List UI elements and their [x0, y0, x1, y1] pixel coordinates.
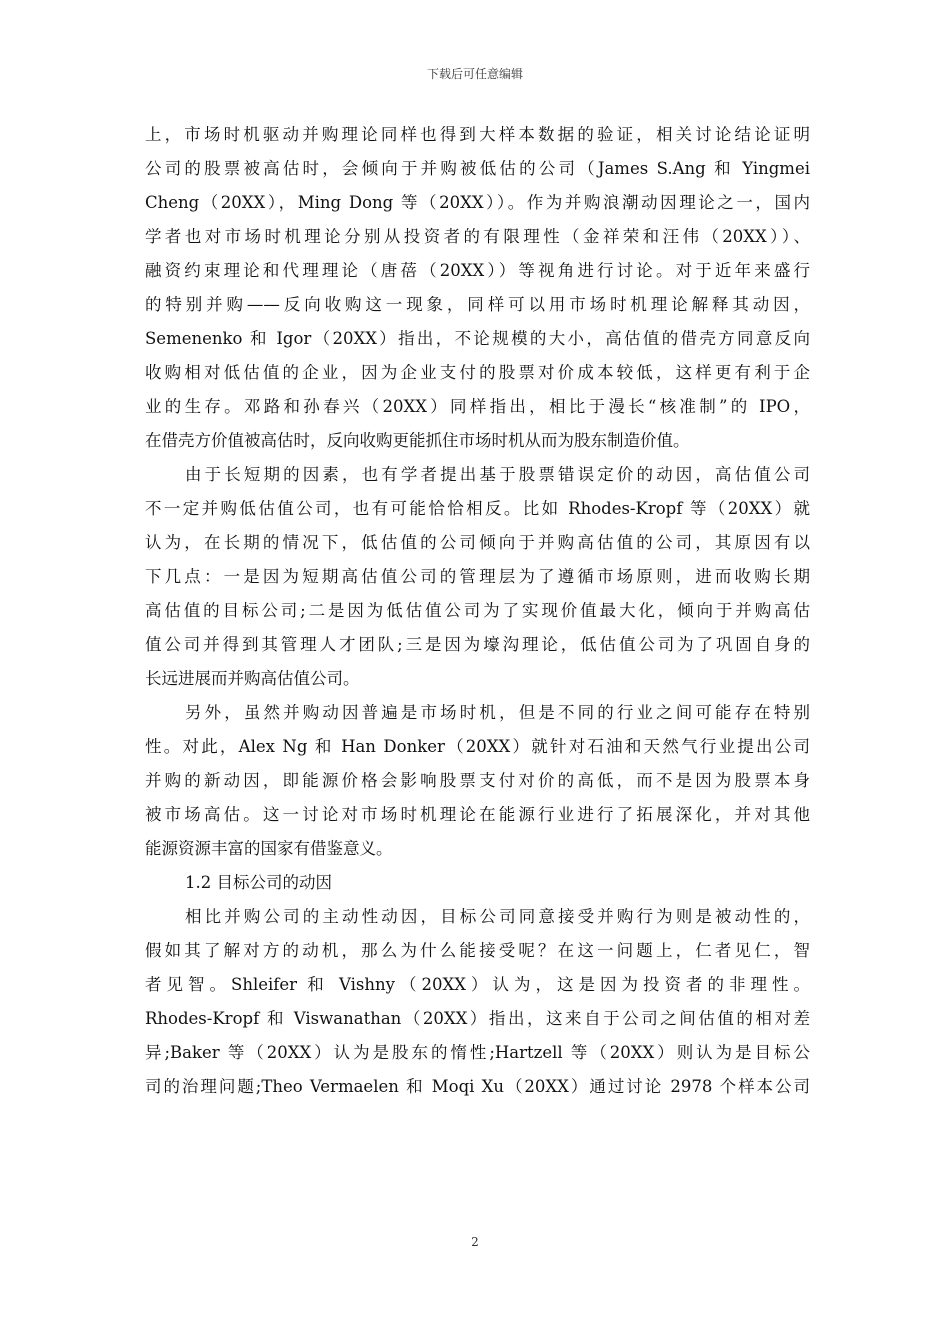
text-line: 能源资源丰富的国家有借鉴意义。: [145, 839, 393, 858]
text-line: 不一定并购低估值公司，也有可能恰恰相反。比如 Rhodes-Kropf 等（20XX）就: [145, 499, 810, 518]
text-line: 公司的股票被高估时，会倾向于并购被低估的公司（James S.Ang 和 Yingmei: [145, 159, 810, 178]
text-line: 被市场高估。这一讨论对市场时机理论在能源行业进行了拓展深化，并对其他: [145, 805, 810, 824]
text-line: 性。对此，Alex Ng 和 Han Donker（20XX）就针对石油和天然气行业提出公司: [145, 737, 810, 756]
text-line: 在借壳方价值被高估时，反向收购更能抓住市场时机从而为股东制造价值。: [145, 431, 690, 450]
text-line: 的特别并购——反向收购这一现象，同样可以用市场时机理论解释其动因，: [145, 295, 810, 314]
text-line: 业的生存。邓路和孙春兴（20XX）同样指出，相比于漫长“核准制”的 IPO，: [145, 397, 810, 416]
paragraph-start-line: 相比并购公司的主动性动因，目标公司同意接受并购行为则是被动性的，: [185, 907, 810, 926]
text-line: Rhodes-Kropf 和 Viswanathan（20XX）指出，这来自于公司之间估值的相对差: [145, 1009, 810, 1028]
text-line: 异;Baker 等（20XX）认为是股东的惰性;Hartzell 等（20XX）则认为是目标公: [145, 1043, 810, 1062]
text-line: 融资约束理论和代理理论（唐蓓（20XX））等视角进行讨论。对于近年来盛行: [145, 261, 810, 280]
text-line: 长远进展而并购高估值公司。: [145, 669, 360, 688]
body-text: [145, 118, 810, 1104]
text-line: 司的治理问题;Theo Vermaelen 和 Moqi Xu（20XX）通过讨论 2978 个样本公司: [145, 1077, 810, 1096]
text-line: 值公司并得到其管理人才团队;三是因为壕沟理论，低估值公司为了巩固自身的: [145, 635, 810, 654]
text-line: 上，市场时机驱动并购理论同样也得到大样本数据的验证，相关讨论结论证明: [145, 125, 810, 144]
page-number: 2: [471, 1235, 479, 1249]
text-line: 学者也对市场时机理论分别从投资者的有限理性（金祥荣和汪伟（20XX））、: [145, 227, 810, 246]
text-line: 者见智。Shleifer 和 Vishny（20XX）认为，这是因为投资者的非理性。: [145, 975, 810, 994]
text-line: 高估值的目标公司;二是因为低估值公司为了实现价值最大化，倾向于并购高估: [145, 601, 810, 620]
text-line: Cheng（20XX），Ming Dong 等（20XX））。作为并购浪潮动因理论之一，国内: [145, 193, 810, 212]
paragraph-start-line: 另外，虽然并购动因普遍是市场时机，但是不同的行业之间可能存在特别: [185, 703, 810, 722]
page-header: 下载后可任意编辑: [426, 67, 523, 81]
paragraph-start-line: 1.2 目标公司的动因: [185, 873, 332, 892]
text-line: 并购的新动因，即能源价格会影响股票支付对价的高低，而不是因为股票本身: [145, 771, 810, 790]
text-line: 认为，在长期的情况下，低估值的公司倾向于并购高估值的公司，其原因有以: [145, 533, 810, 552]
text-line: 下几点：一是因为短期高估值公司的管理层为了遵循市场原则，进而收购长期: [145, 567, 810, 586]
text-line: 假如其了解对方的动机，那么为什么能接受呢？在这一问题上，仁者见仁，智: [145, 941, 810, 960]
text-line: 收购相对低估值的企业，因为企业支付的股票对价成本较低，这样更有利于企: [145, 363, 810, 382]
text-line: Semenenko 和 Igor（20XX）指出，不论规模的大小，高估值的借壳方同意反向: [145, 329, 810, 348]
paragraph-start-line: 由于长短期的因素，也有学者提出基于股票错误定价的动因，高估值公司: [185, 465, 810, 484]
